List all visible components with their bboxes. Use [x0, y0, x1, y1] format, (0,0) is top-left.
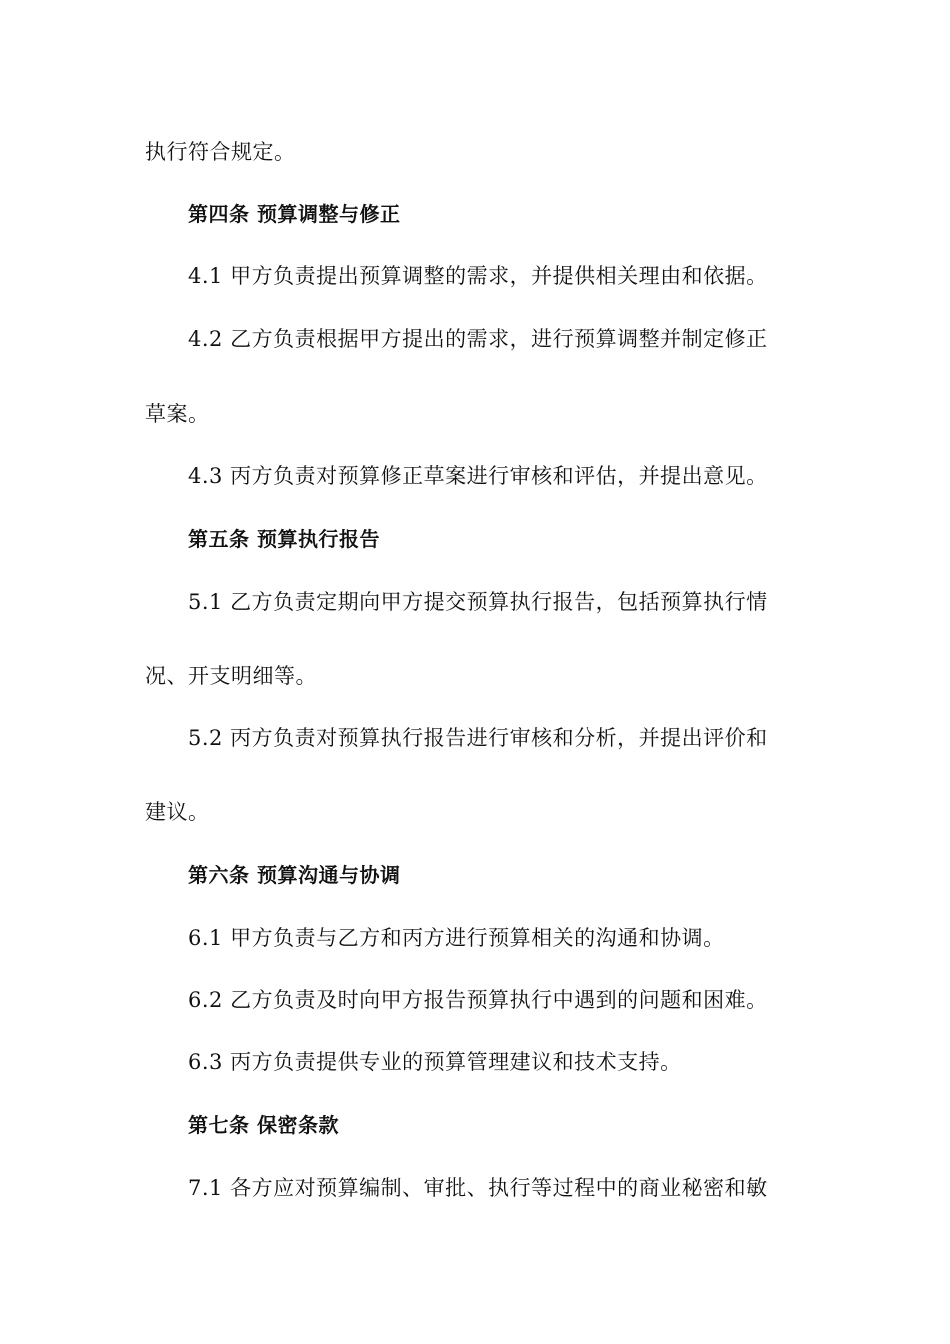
clause-4-3: 4.3 丙方负责对预算修正草案进行审核和评估，并提出意见。 [188, 464, 768, 488]
article-7-heading: 第七条 保密条款 [188, 1113, 339, 1137]
clause-6-1: 6.1 甲方负责与乙方和丙方进行预算相关的沟通和协调。 [188, 926, 725, 950]
clause-4-1: 4.1 甲方负责提出预算调整的需求，并提供相关理由和依据。 [188, 264, 768, 288]
clause-7-1: 7.1 各方应对预算编制、审批、执行等过程中的商业秘密和敏 [188, 1176, 768, 1200]
clause-5-1: 5.1 乙方负责定期向甲方提交预算执行报告，包括预算执行情 [188, 590, 768, 614]
paragraph-continuation: 执行符合规定。 [145, 140, 296, 164]
clause-6-3: 6.3 丙方负责提供专业的预算管理建议和技术支持。 [188, 1050, 682, 1074]
article-4-heading: 第四条 预算调整与修正 [188, 202, 401, 226]
clause-6-2: 6.2 乙方负责及时向甲方报告预算执行中遇到的问题和困难。 [188, 988, 768, 1012]
article-6-heading: 第六条 预算沟通与协调 [188, 863, 401, 887]
clause-5-1-continuation: 况、开支明细等。 [145, 664, 317, 688]
clause-5-2-continuation: 建议。 [145, 800, 210, 824]
clause-4-2-continuation: 草案。 [145, 402, 210, 426]
article-5-heading: 第五条 预算执行报告 [188, 527, 380, 551]
clause-4-2: 4.2 乙方负责根据甲方提出的需求，进行预算调整并制定修正 [188, 327, 768, 351]
clause-5-2: 5.2 丙方负责对预算执行报告进行审核和分析，并提出评价和 [188, 726, 768, 750]
